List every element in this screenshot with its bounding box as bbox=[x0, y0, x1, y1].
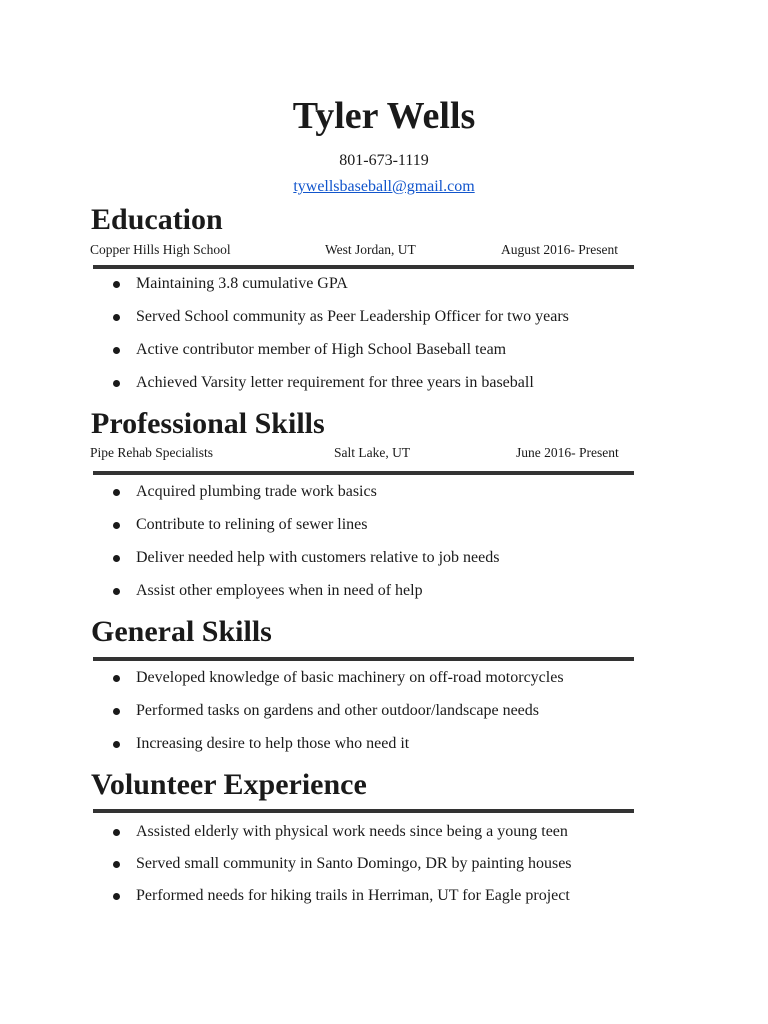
list-item bbox=[0, 548, 499, 568]
list-item bbox=[0, 340, 569, 360]
list-item-text: Assist other employees when in need of help bbox=[136, 582, 423, 599]
section-heading-education: Education bbox=[91, 203, 223, 236]
section-heading-general-skills: General Skills bbox=[91, 615, 272, 648]
bullet-icon bbox=[113, 380, 120, 387]
bullet-icon bbox=[113, 314, 120, 321]
list-item bbox=[0, 581, 499, 601]
list-item-text: Maintaining 3.8 cumulative GPA bbox=[136, 275, 348, 292]
bullet-icon bbox=[113, 281, 120, 288]
bullet-icon bbox=[113, 522, 120, 529]
list-item bbox=[0, 822, 572, 842]
section-heading-volunteer-experience: Volunteer Experience bbox=[91, 768, 367, 801]
list-item-text: Deliver needed help with customers relative to job needs bbox=[136, 549, 500, 566]
education-org: Copper Hills High School bbox=[90, 242, 231, 257]
section-divider bbox=[93, 657, 634, 661]
resume-name: Tyler Wells bbox=[292, 95, 476, 137]
list-item-text: Acquired plumbing trade work basics bbox=[136, 483, 377, 500]
list-item-text: Increasing desire to help those who need it bbox=[136, 735, 410, 752]
list-item-text: Served School community as Peer Leadership Officer for two years bbox=[136, 308, 569, 325]
bullet-icon bbox=[113, 588, 120, 595]
list-item-text: Assisted elderly with physical work needs since being a young teen bbox=[136, 823, 568, 840]
list-item bbox=[0, 482, 499, 502]
bullet-icon bbox=[113, 489, 120, 496]
list-item bbox=[0, 886, 572, 906]
bullet-icon bbox=[113, 555, 120, 562]
education-location: West Jordan, UT bbox=[325, 242, 416, 257]
bullet-icon bbox=[113, 861, 120, 868]
section-divider bbox=[93, 471, 634, 475]
phone-number: 801-673-1119 bbox=[339, 152, 429, 169]
bullet-icon bbox=[113, 347, 120, 354]
education-list bbox=[0, 274, 569, 393]
list-item-text: Contribute to relining of sewer lines bbox=[136, 516, 368, 533]
professional-org: Pipe Rehab Specialists bbox=[90, 445, 213, 460]
list-item bbox=[0, 373, 569, 393]
list-item bbox=[0, 307, 569, 327]
list-item-text: Served small community in Santo Domingo, DR by painting houses bbox=[136, 855, 572, 872]
section-divider bbox=[93, 809, 634, 813]
professional-dates: June 2016- Present bbox=[516, 445, 619, 460]
bullet-icon bbox=[113, 675, 120, 682]
list-item-text: Performed needs for hiking trails in Herriman, UT for Eagle project bbox=[136, 887, 570, 904]
professional-list bbox=[0, 482, 499, 601]
bullet-icon bbox=[113, 708, 120, 715]
list-item-text: Performed tasks on gardens and other outdoor/landscape needs bbox=[136, 702, 539, 719]
list-item bbox=[0, 854, 572, 874]
volunteer-list bbox=[0, 822, 572, 906]
section-heading-professional-skills: Professional Skills bbox=[91, 407, 325, 440]
list-item bbox=[0, 734, 564, 754]
bullet-icon bbox=[113, 829, 120, 836]
bullet-icon bbox=[113, 741, 120, 748]
education-dates: August 2016- Present bbox=[501, 242, 618, 257]
list-item-text: Active contributor member of High School Baseball team bbox=[136, 341, 507, 358]
list-item-text: Achieved Varsity letter requirement for three years in baseball bbox=[136, 374, 534, 391]
list-item bbox=[0, 274, 569, 294]
email-link[interactable]: tywellsbaseball@gmail.com bbox=[293, 178, 475, 195]
list-item-text: Developed knowledge of basic machinery on off-road motorcycles bbox=[136, 669, 564, 686]
bullet-icon bbox=[113, 893, 120, 900]
list-item bbox=[0, 701, 564, 721]
general-list bbox=[0, 668, 564, 754]
professional-location: Salt Lake, UT bbox=[334, 445, 411, 460]
list-item bbox=[0, 668, 564, 688]
list-item bbox=[0, 515, 499, 535]
section-divider bbox=[93, 265, 634, 269]
